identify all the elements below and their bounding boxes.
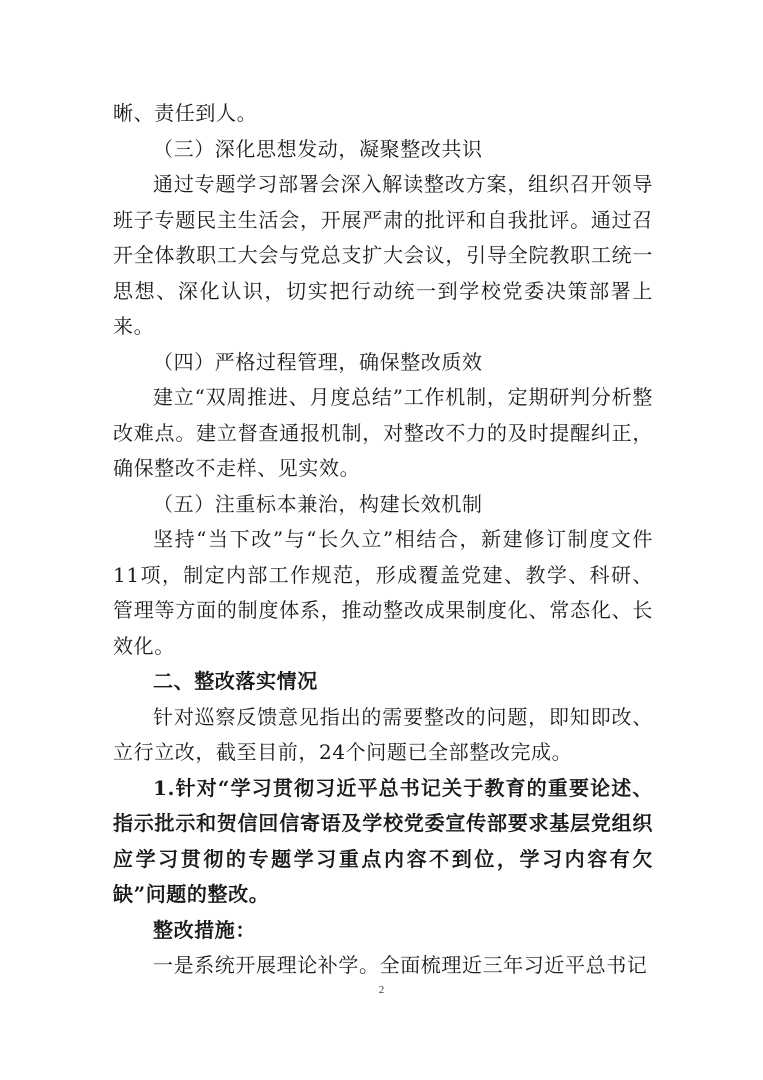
body-paragraph-long-term-mechanism: 坚持“当下改”与“长久立”相结合，新建修订制度文件11项，制定内部工作规范，形成覆盖党建、教学、科研、管理等方面的制度体系，推动整改成果制度化、常态化、长效化。 bbox=[113, 527, 653, 658]
rectification-item-one: 1.针对“学习贯彻习近平总书记关于教育的重要论述、指示批示和贺信回信寄语及学校党委宣传部要求基层党组织应学习贯彻的专题学习重点内容不到位，学习内容有欠缺”问题的整改。 bbox=[113, 775, 653, 906]
sub-heading-three: （三）深化思想发动，凝聚整改共识 bbox=[153, 136, 483, 161]
measures-label: 整改措施： bbox=[153, 917, 256, 942]
page-number: 2 bbox=[378, 984, 385, 996]
body-paragraph-process-management: 建立“双周推进、月度总结”工作机制，定期研判分析整改难点。建立督查通报机制，对整改不力的及时提醒纠正，确保整改不走样、见实效。 bbox=[113, 385, 653, 480]
body-paragraph-theory-study: 一是系统开展理论补学。全面梳理近三年习近平总书记 bbox=[153, 953, 648, 977]
sub-heading-five: （五）注重标本兼治，构建长效机制 bbox=[153, 491, 483, 516]
body-paragraph-thought-mobilization: 通过专题学习部署会深入解读整改方案，组织召开领导班子专题民主生活会，开展严肃的批评和自我批评。通过召开全体教职工大会与党总支扩大会议，引导全院教职工统一思想、深化认识，切实把行动统一到学校党委决策部署上来。 bbox=[113, 172, 653, 338]
continuation-text: 晰、责任到人。 bbox=[113, 101, 258, 125]
sub-heading-four: （四）严格过程管理，确保整改质效 bbox=[153, 349, 483, 374]
section-heading-two: 二、整改落实情况 bbox=[153, 669, 318, 693]
document-body bbox=[113, 96, 653, 984]
body-paragraph-rectification-status: 针对巡察反馈意见指出的需要整改的问题，即知即改、立行立改，截至目前，24个问题已全部整改完成。 bbox=[113, 704, 653, 764]
